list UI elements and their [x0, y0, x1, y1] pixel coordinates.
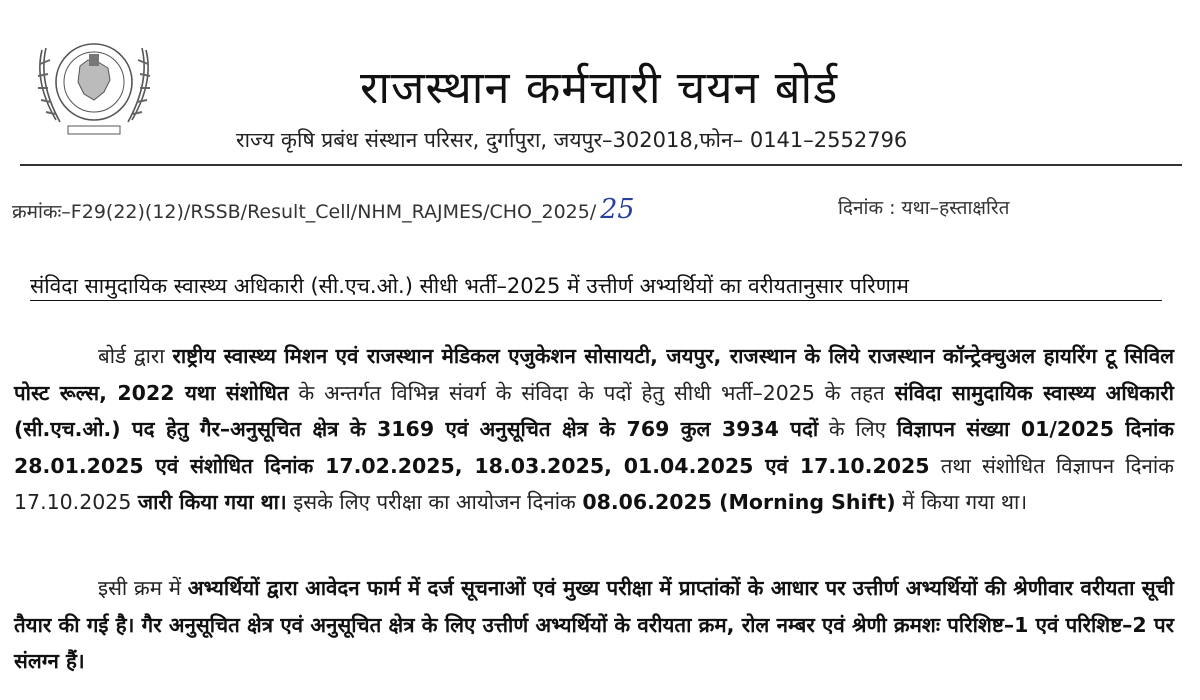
reference-number — [12, 194, 635, 225]
rssb-emblem-logo — [28, 30, 160, 140]
p1-bold-4: जारी किया गया था। — [137, 490, 287, 514]
paragraph-2 — [14, 570, 1174, 680]
subject-underline — [30, 300, 1162, 301]
p2-text-1: इसी क्रम में — [98, 576, 188, 600]
p1-bold-3: विज्ञापन संख्या 01/2025 दिनांक 28.01.2025 एवं संशोधित दिनांक 17.02.2025, 18.03.2025, 01.04.2025 एवं 17.10.2025 — [14, 417, 1174, 478]
header-divider — [20, 164, 1182, 166]
p1-text-3: के लिए — [818, 417, 897, 441]
handwritten-number: 25 — [600, 194, 635, 225]
p1-text-1: बोर्ड द्वारा — [98, 344, 173, 368]
p1-bold-2: संविदा सामुदायिक स्वास्थ्य अधिकारी (सी.एच.ओ.) पद हेतु गैर–अनुसूचित क्षेत्र के 3169 एवं अनुसूचित क्षेत्र के 769 कुल 3934 पदों — [14, 380, 1174, 441]
p1-text-6: में किया गया था। — [895, 490, 1028, 514]
paragraph-1 — [14, 338, 1174, 521]
board-address: राज्य कृषि प्रबंध संस्थान परिसर, दुर्गापुरा, जयपुर–302018,फोन– 0141–2552796 — [236, 128, 908, 152]
subject-heading: संविदा सामुदायिक स्वास्थ्य अधिकारी (सी.एच.ओ.) सीधी भर्ती–2025 में उत्तीर्ण अभ्यर्थियों का वरीयतानुसार परिणाम — [30, 274, 909, 298]
p2-bold-1: अभ्यर्थियों द्वारा आवेदन फार्म में दर्ज सूचनाओं एवं मुख्य परीक्षा में प्राप्तांकों के आधार पर उत्तीर्ण अभ्यर्थियों की श्रेणीवार वरीयता सूची तैयार की गई है। गैर अनुसूचित क्षेत्र एवं अनुसूचित क्षेत्र के लिए उत्तीर्ण अभ्यर्थियों के वरीयता क्रम, रोल नम्बर एवं श्रेणी क्रमशः परिशिष्ट–1 एवं परिशिष्ट–2 पर संलग्न हैं। — [14, 576, 1174, 673]
board-title: राजस्थान कर्मचारी चयन बोर्ड — [360, 61, 839, 114]
p1-text-4: तथा संशोधित विज्ञापन दिनांक 17.10.2025 — [14, 453, 1174, 514]
p1-bold-5: 08.06.2025 (Morning Shift) — [582, 490, 896, 514]
reference-text: क्रमांकः–F29(22)(12)/RSSB/Result_Cell/NHM_RAJMES/CHO_2025/ — [12, 201, 597, 223]
p1-bold-1: राष्ट्रीय स्वास्थ्य मिशन एवं राजस्थान मेडिकल एजुकेशन सोसायटी, जयपुर, राजस्थान के लिये राजस्थान कॉन्ट्रेक्चुअल हायरिंग टू सिविल पोस्ट रूल्स, 2022 यथा संशोधित — [14, 344, 1174, 405]
date-label: दिनांक : यथा–हस्ताक्षरित — [838, 197, 1010, 219]
p1-text-2: के अन्तर्गत विभिन्न संवर्ग के संविदा के पदों हेतु सीधी भर्ती–2025 के तहत — [288, 380, 895, 405]
p1-text-5: इसके लिए परीक्षा का आयोजन दिनांक — [286, 490, 583, 514]
